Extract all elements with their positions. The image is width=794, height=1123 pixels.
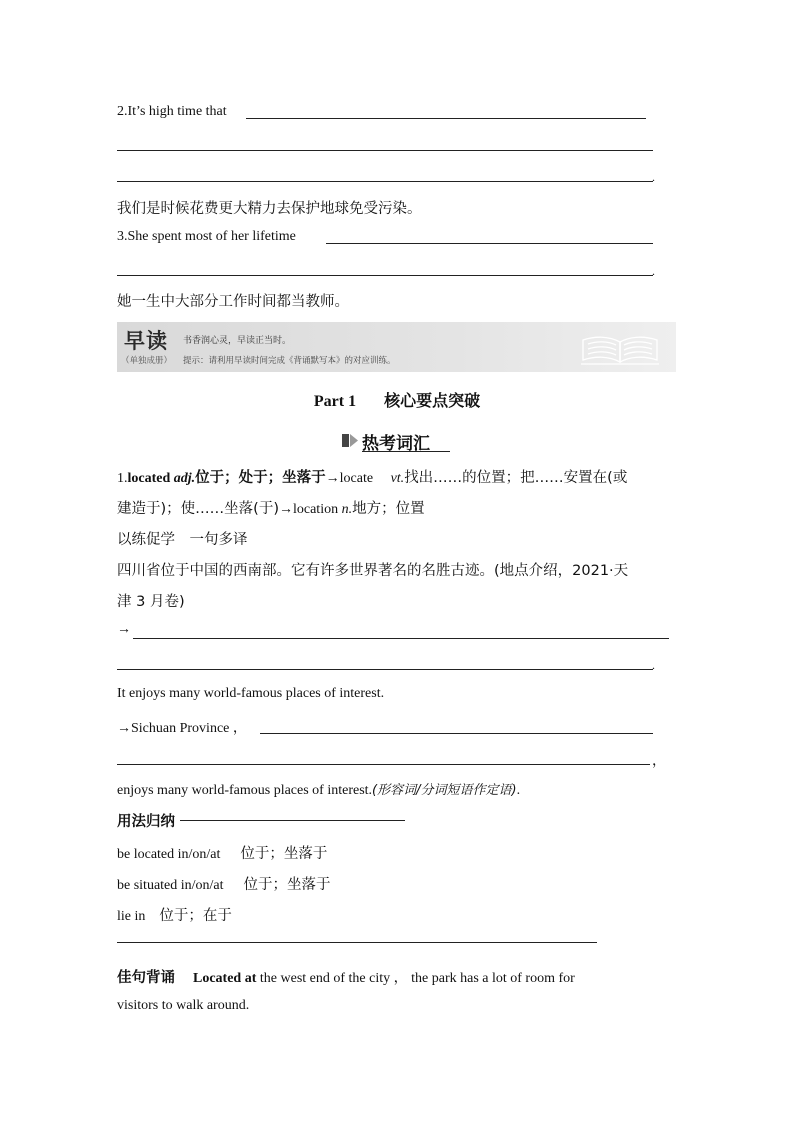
part-label: Part 1 — [313, 393, 357, 410]
sichuan-prompt: →Sichuan Province ， — [117, 721, 247, 736]
usage-heading: 用法归纳 — [117, 814, 175, 830]
part-of-speech: adj. — [173, 471, 196, 486]
enjoys-line — [117, 779, 520, 799]
banner-tip: 提示：请利用早读时间完成《背诵默写本》的对应训练。 — [183, 356, 396, 366]
vocab-item-located-cont — [117, 497, 425, 518]
morning-reading-banner — [117, 322, 676, 372]
usage-phrase: be located in/on/at — [117, 847, 221, 862]
usage-phrase: be situated in/on/at — [117, 878, 224, 893]
usage-phrase: lie in — [117, 909, 146, 924]
vocab-word: located — [127, 471, 171, 486]
vocab-item-located — [117, 466, 627, 487]
usage-item — [117, 873, 331, 894]
example-sentence — [117, 966, 575, 987]
section-title: 热考词汇 — [362, 434, 430, 454]
banner-title: 早读 — [124, 328, 168, 353]
banner-subtitle: （单独成册） — [121, 356, 173, 366]
example-text: the west end of the city ， the park has a lot of room for — [259, 971, 575, 986]
practice-heading: 以练促学 一句多译 — [117, 532, 248, 548]
arrow: → — [325, 471, 340, 486]
example-label: 佳句背诵 — [117, 970, 175, 986]
enjoys-text: enjoys many world-famous places of interest. — [117, 783, 373, 798]
period: . — [652, 658, 655, 672]
q2-blank-3[interactable] — [117, 181, 653, 182]
usage-heading-line — [180, 820, 405, 821]
usage-meaning: 位于；坐落于 — [240, 846, 328, 862]
usage-meaning: 位于；坐落于 — [243, 877, 331, 893]
locate-meaning-cont: 建造于)；使……坐落(于) — [117, 501, 279, 517]
vocab-meaning: 位于；处于；坐落于 — [195, 470, 326, 486]
locate-meaning: 找出……的位置；把……安置在(或 — [404, 470, 628, 486]
related-word-locate: locate — [339, 471, 374, 486]
answer-tail: It enjoys many world-famous places of interest. — [117, 686, 385, 701]
section-underline — [362, 451, 450, 452]
q2-translation: 我们是时候花费更大精力去保护地球免受污染。 — [117, 201, 422, 217]
q3-translation: 她一生中大部分工作时间都当教师。 — [117, 294, 349, 310]
example-text-cont: visitors to walk around. — [117, 998, 250, 1013]
practice-sentence: 四川省位于中国的西南部。它有许多世界著名的名胜古迹。(地点介绍，2021·天 — [117, 563, 629, 579]
location-meaning: 地方；位置 — [352, 501, 425, 517]
q3-blank-1[interactable] — [326, 243, 653, 244]
translation-blank-3[interactable] — [260, 733, 653, 734]
practice-sentence-source: 津 3 月卷) — [117, 594, 185, 610]
section-marker-icon — [342, 434, 358, 447]
usage-divider — [117, 942, 597, 943]
translation-blank-4[interactable] — [117, 764, 650, 765]
example-keyword: Located at — [193, 971, 257, 986]
q2-prompt: 2.It’s high time that — [117, 104, 227, 119]
arrow: → — [117, 622, 131, 637]
open-book-icon — [579, 328, 661, 368]
item-number: 1. — [117, 471, 128, 486]
pos-vt: vt. — [390, 471, 405, 486]
translation-blank-2[interactable] — [117, 669, 653, 670]
q2-blank-1[interactable] — [246, 118, 646, 119]
q3-blank-2[interactable] — [117, 275, 653, 276]
usage-meaning: 位于；在于 — [159, 908, 232, 924]
banner-slogan: 书香润心灵，早读正当时。 — [183, 336, 292, 346]
part-heading — [0, 388, 794, 411]
hint-end: . — [516, 783, 521, 798]
comma: ， — [652, 754, 666, 769]
q3-prompt: 3.She spent most of her lifetime — [117, 229, 296, 244]
q2-blank-2[interactable] — [117, 150, 653, 151]
part-title: 核心要点突破 — [384, 391, 481, 410]
usage-item — [117, 904, 232, 925]
pos-n: n. — [341, 502, 353, 517]
arrow: → — [278, 502, 293, 517]
grammar-hint: (形容词/分词短语作定语) — [372, 783, 517, 798]
usage-item — [117, 842, 327, 863]
q3-period: . — [652, 264, 655, 278]
q2-period: . — [652, 170, 655, 184]
related-word-location: location — [292, 502, 339, 517]
translation-blank-1[interactable] — [133, 638, 669, 639]
